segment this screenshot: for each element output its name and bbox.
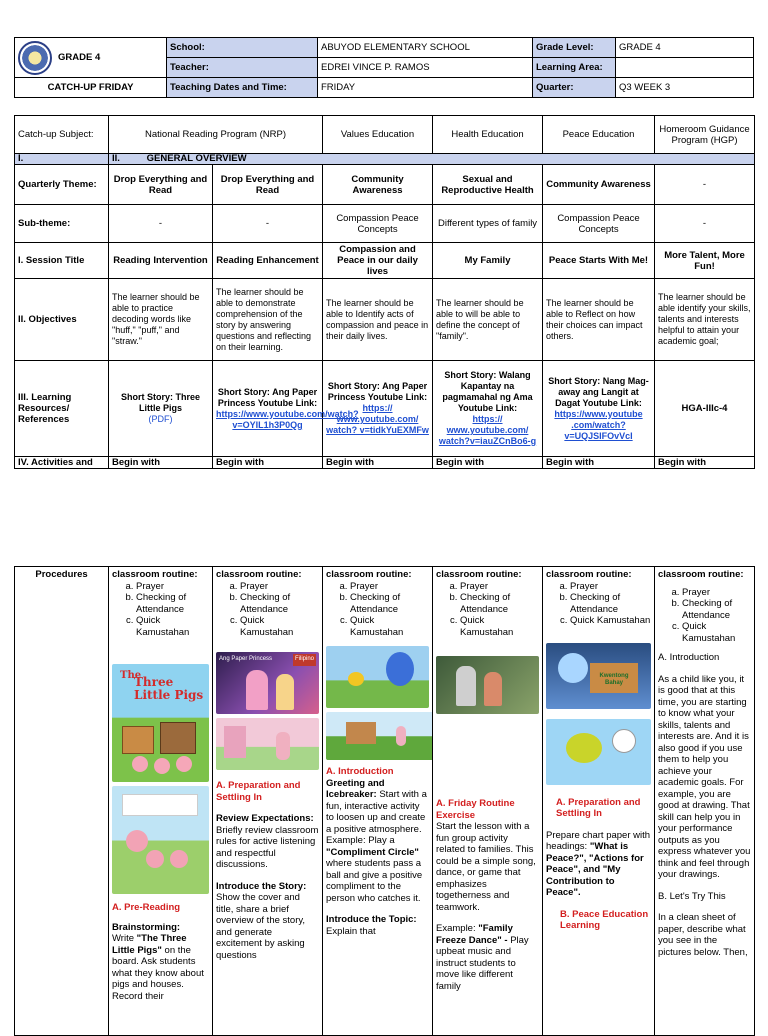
resource-cell [543,361,655,457]
subtheme-cell: Different types of family [433,205,543,243]
image-caption: Kwentong Bahay [599,672,629,686]
resource-cell [433,361,543,457]
grade-level-label: Grade Level: [533,38,616,58]
cover-title: Three Little Pigs [134,675,204,702]
resource-title: Short Story: Nang Mag-away ang Langit at Dagat Youtube Link: [548,375,649,408]
col-values-header: Values Education [323,116,433,154]
theme-cell: Community Awareness [543,165,655,205]
dates-value: FRIDAY [318,78,533,98]
routine-item: c. Quick Kamustahan [682,621,751,644]
section-heading: A. Pre-Reading [112,902,181,913]
header-table [14,37,754,98]
subheading: Brainstorming: [112,921,181,933]
teacher-value: EDREI VINCE P. RAMOS [318,58,533,78]
body-text: Explain that [326,925,376,937]
school-value: ABUYOD ELEMENTARY SCHOOL [318,38,533,58]
routine-item: a. Prayer [682,587,751,599]
body-text: Briefly review classroom rules for active listening and respectful discussions. [216,824,319,870]
procedure-col-hgp [655,567,755,1036]
section-heading: A. Preparation and Settling In [216,780,301,803]
routine-item: c. Quick Kamustahan [136,615,209,638]
family-scene-image [436,656,539,714]
subheading: Review Expectations: [216,813,314,824]
youtube-link[interactable]: https://www.youtube.com/watch?v=OYIL1h3P0Qg [216,408,359,430]
session-title-cell: My Family [433,243,543,279]
routine-label: classroom routine: [658,569,744,580]
routine-label: classroom routine: [326,569,412,580]
image-tag: Filipino [293,654,316,666]
routine-item: a. Prayer [570,581,651,593]
routine-list [436,581,539,639]
youtube-link[interactable]: https://www.youtube .com/watch? v=UQJSIFOvVcI [554,408,643,441]
three-little-pigs-cover-image [112,664,209,782]
col-peace-header: Peace Education [543,116,655,154]
quarter-label: Quarter: [533,78,616,98]
body-text: where students pass a ball and give a positive compliment to the person who catches it. [326,858,423,904]
procedures-label: Procedures [15,567,109,1036]
routine-item: c. Quick Kamustahan [460,615,539,638]
main-table [14,115,755,469]
theme-cell: Community Awareness [323,165,433,205]
resource-title: Short Story: Three Little Pigs [120,392,200,413]
body-text: Start the lesson with a fun group activity related to families. This could be a simple song, dance, or game that emphasizes togetherness and teamwork. [436,821,536,913]
body-text-bold: "Family Freeze Dance" - [436,923,513,946]
body-text: Play upbeat music and instruct students to move like different family [436,934,529,992]
body-text-bold: "What is Peace?", "Actions for Peace", and "My Contribution to Peace". [546,841,644,898]
session-title-cell: More Talent, More Fun! [655,243,755,279]
section-number-2: II. [112,153,120,164]
theme-cell: - [655,165,755,205]
col-nrp-header: National Reading Program (NRP) [109,116,323,154]
routine-label: classroom routine: [216,569,302,580]
theme-label: Quarterly Theme: [15,165,109,205]
resource-title: Short Story: Walang Kapantay na pagmamahal ng Ama Youtube Link: [442,370,533,413]
garden-scene-image [326,712,433,760]
objective-cell: The learner should be able to demonstrate comprehension of the story by answering questions and reflecting on their learning. [213,279,323,361]
resource-cell [109,361,213,457]
body-text: As a child like you, it is good that at this time, you are starting to know what your skills, talents and interests are. And it is also good if you use them to help you achieve your academic goals. For example, you are good at drawing. That skill can help you in your performance outputs as you express whatever you think and feel through your drawings. [658,673,751,880]
subheading: Greeting and Icebreaker: [326,777,385,800]
header-grade: GRADE 4 [58,52,101,63]
procedure-col-reading-intervention [109,567,213,1036]
begin-cell: Begin with [433,457,543,469]
resource-title: Short Story: Ang Paper Princess Youtube Link: [217,386,318,408]
begin-cell: Begin with [213,457,323,469]
routine-item: b. Checking of Attendance [136,592,209,615]
routine-list [326,581,429,639]
objective-cell: The learner should be able to practice decoding words like "huff," "puff," and "straw." [109,279,213,361]
col-health-header: Health Education [433,116,543,154]
begin-cell: Begin with [655,457,755,469]
body-text: In a clean sheet of paper, describe what you see in the pictures below. Then, [658,912,748,958]
three-little-pigs-page-image [112,786,209,894]
routine-item: b. Checking of Attendance [682,598,751,621]
begin-cell: Begin with [543,457,655,469]
header-logo-cell [15,38,167,78]
cover-title-small: The [120,670,142,681]
section-heading: A. Preparation and Settling In [556,796,641,819]
session-title-label: I. Session Title [15,243,109,279]
objective-cell: The learner should be able to Reflect on how their choices can impact others. [543,279,655,361]
routine-item: a. Prayer [460,581,539,593]
body-text: Write [112,933,137,944]
butterfly-image [326,646,429,708]
routine-label: classroom routine: [546,569,632,580]
quarter-value: Q3 WEEK 3 [616,78,754,98]
session-title-cell: Compassion and Peace in our daily lives [323,243,433,279]
section-title: GENERAL OVERVIEW [146,153,247,164]
subtheme-cell: Compassion Peace Concepts [543,205,655,243]
procedure-col-values [323,567,433,1036]
routine-list [112,581,209,639]
bird-image [546,719,651,785]
learning-area-value [616,58,754,78]
objectives-label: II. Objectives [15,279,109,361]
subheading: B. Let's Try This [658,890,726,902]
body-text: Example: [436,923,479,934]
procedures-table [14,566,755,1036]
routine-list [216,581,319,639]
learning-area-label: Learning Area: [533,58,616,78]
resource-pdf-note: (PDF) [148,414,173,424]
body-text: Prepare chart paper with headings: [546,829,651,852]
resources-label: III. Learning Resources/ References [15,361,109,457]
begin-cell: Begin with [109,457,213,469]
body-text-bold: "The Three Little Pigs" [112,933,187,956]
routine-item: a. Prayer [136,581,209,593]
section-heading: A. Introduction [326,766,394,777]
routine-item: a. Prayer [350,581,429,593]
body-text: Show the cover and title, share a brief overview of the story, and generate excitement by asking questions [216,892,306,961]
procedure-col-reading-enhancement [213,567,323,1036]
routine-item: c. Quick Kamustahan [240,615,319,638]
grade-level-value: GRADE 4 [616,38,754,58]
subtheme-cell: - [213,205,323,243]
session-title-cell: Reading Enhancement [213,243,323,279]
routine-item: a. Prayer [240,581,319,593]
teacher-label: Teacher: [167,58,318,78]
routine-list [546,581,651,627]
subheading: Introduce the Story: [216,880,307,892]
body-text: on the board. Ask students what they know about pigs and houses. Record their [112,944,204,1002]
subtheme-label: Sub-theme: [15,205,109,243]
youtube-link[interactable]: https:// www.youtube.com/ watch?v=iauZCnBo6-g [438,414,537,446]
procedure-col-health [433,567,543,1036]
theme-cell: Drop Everything and Read [213,165,323,205]
paper-princess-scene-image [216,718,319,770]
resource-code: HGA-IIIc-4 [655,361,755,457]
begin-cell: Begin with [323,457,433,469]
header-program: CATCH-UP FRIDAY [15,78,167,98]
subtheme-cell: - [655,205,755,243]
session-title-cell: Peace Starts With Me! [543,243,655,279]
routine-item: b. Checking of Attendance [350,592,429,615]
objective-cell: The learner should be able to will be able to define the concept of "family". [433,279,543,361]
col-hgp-header: Homeroom Guidance Program (HGP) [655,116,755,154]
routine-item: c. Quick Kamustahan [350,615,429,638]
subheading: A. Introduction [658,652,720,663]
theme-cell: Sexual and Reproductive Health [433,165,543,205]
routine-item: b. Checking of Attendance [570,592,651,615]
subtheme-cell: - [109,205,213,243]
school-label: School: [167,38,318,58]
routine-item: b. Checking of Attendance [240,592,319,615]
dates-label: Teaching Dates and Time: [167,78,318,98]
theme-cell: Drop Everything and Read [109,165,213,205]
paper-princess-image [216,652,319,714]
body-text-bold: "Compliment Circle" [326,846,419,858]
objective-cell: The learner should be able to Identify acts of compassion and peace in their daily lives. [323,279,433,361]
section-heading: B. Peace Education Learning [560,908,649,931]
section-general-overview [109,154,755,165]
routine-label: classroom routine: [436,569,522,580]
activities-label: IV. Activities and [15,457,109,469]
subject-label: Catch-up Subject: [15,116,109,154]
section-number-1: I. [15,154,109,165]
subheading: Introduce the Topic: [326,914,417,925]
youtube-link[interactable]: https:// www.youtube.com/ watch? v=tidkYuEXMFw [326,403,429,435]
deped-seal-icon [18,41,52,75]
objective-cell: The learner should be able identify your skills, talents and interests helpful to attain your academic goal; [655,279,755,361]
section-heading: A. Friday Routine Exercise [436,798,515,821]
procedure-col-peace [543,567,655,1036]
routine-label: classroom routine: [112,569,198,580]
kwentong-bahay-image [546,643,651,709]
body-text: Start with a fun, interactive activity to loosen up and create a positive atmosphere. Example: Play a [326,789,427,846]
subtheme-cell: Compassion Peace Concepts [323,205,433,243]
image-caption: Ang Paper Princess [219,656,273,662]
resource-title: Short Story: Ang Paper Princess Youtube Link: [327,381,428,402]
session-title-cell: Reading Intervention [109,243,213,279]
resource-cell [213,361,359,457]
routine-list [658,587,751,645]
routine-item: c. Quick Kamustahan [570,615,651,627]
routine-item: b. Checking of Attendance [460,592,539,615]
